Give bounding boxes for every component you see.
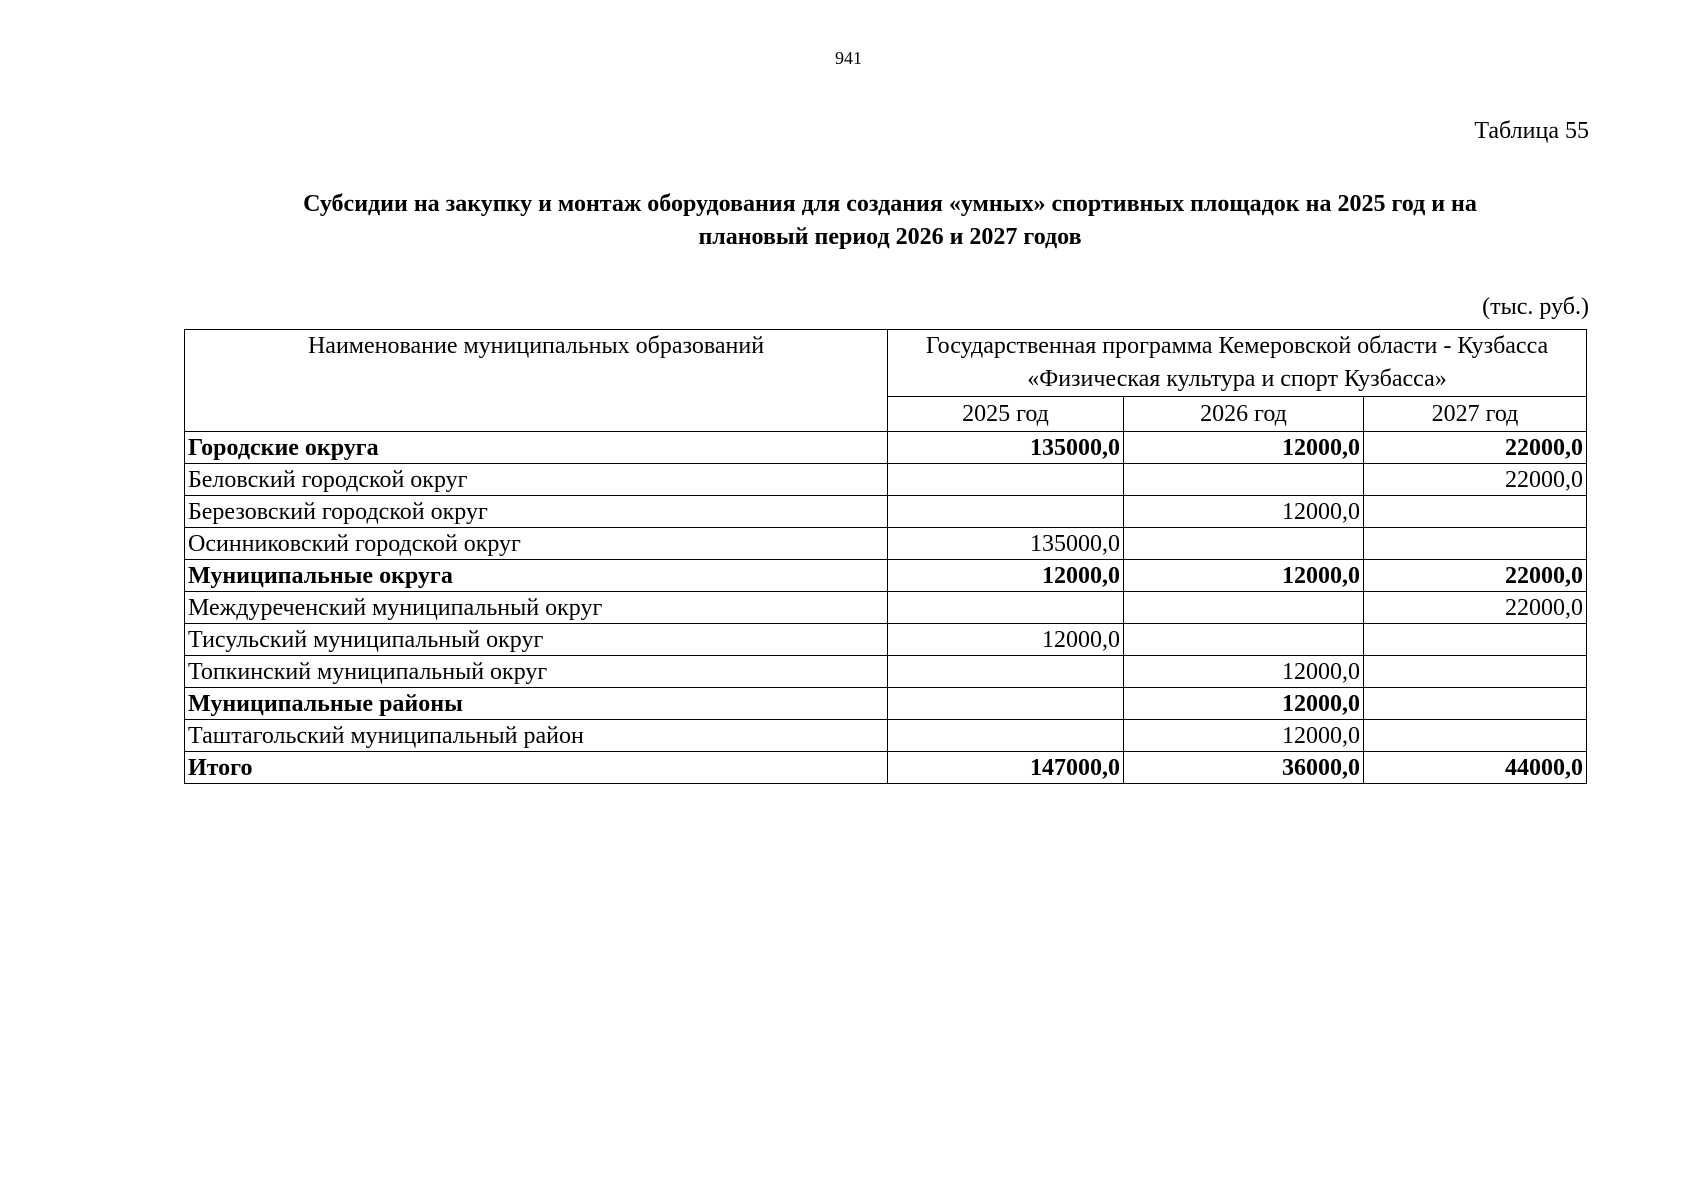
table-row xyxy=(185,432,1587,464)
row-name-cell: Березовский городской округ xyxy=(185,496,888,528)
table-row xyxy=(185,720,1587,752)
row-value-2025-cell: 12000,0 xyxy=(888,560,1124,592)
header-state-program-line-1: Государственная программа Кемеровской области - Кузбасса xyxy=(925,333,1549,359)
header-state-program-line-2: «Физическая культура и спорт Кузбасса» xyxy=(1027,366,1447,392)
units-label: (тыс. руб.) xyxy=(1482,294,1589,320)
document-title-line-1: Субсидии на закупку и монтаж оборудования для создания «умных» спортивных площадок на 2025 год и на xyxy=(303,191,1477,217)
row-value-2025-cell xyxy=(888,464,1124,496)
row-name-cell: Топкинский муниципальный округ xyxy=(185,656,888,688)
row-value-2026-cell: 36000,0 xyxy=(1124,752,1364,784)
table-row xyxy=(185,624,1587,656)
table-row xyxy=(185,656,1587,688)
row-name-cell: Итого xyxy=(185,752,888,784)
row-value-2026-cell xyxy=(1124,464,1364,496)
row-value-2026-cell xyxy=(1124,528,1364,560)
header-state-program xyxy=(888,330,1587,397)
document-title-line-2: плановый период 2026 и 2027 годов xyxy=(698,224,1082,250)
row-value-2026-cell: 12000,0 xyxy=(1124,688,1364,720)
header-year-2027: 2027 год xyxy=(1364,397,1587,432)
row-value-2025-cell xyxy=(888,688,1124,720)
row-value-2026-cell: 12000,0 xyxy=(1124,656,1364,688)
table-row xyxy=(185,752,1587,784)
table-row xyxy=(185,464,1587,496)
row-name-cell: Междуреченский муниципальный округ xyxy=(185,592,888,624)
row-value-2026-cell: 12000,0 xyxy=(1124,720,1364,752)
row-value-2027-cell xyxy=(1364,528,1587,560)
row-value-2025-cell xyxy=(888,656,1124,688)
row-value-2027-cell: 22000,0 xyxy=(1364,560,1587,592)
row-name-cell: Городские округа xyxy=(185,432,888,464)
row-name-cell: Муниципальные районы xyxy=(185,688,888,720)
row-value-2025-cell: 12000,0 xyxy=(888,624,1124,656)
table-header-row xyxy=(185,330,1587,397)
document-title xyxy=(200,188,1580,254)
page-number: 941 xyxy=(835,48,862,68)
table-label: Таблица 55 xyxy=(1474,118,1589,144)
row-value-2027-cell xyxy=(1364,720,1587,752)
row-value-2026-cell: 12000,0 xyxy=(1124,496,1364,528)
row-value-2025-cell xyxy=(888,592,1124,624)
row-value-2026-cell xyxy=(1124,624,1364,656)
row-name-cell: Беловский городской округ xyxy=(185,464,888,496)
row-value-2025-cell: 147000,0 xyxy=(888,752,1124,784)
row-value-2026-cell: 12000,0 xyxy=(1124,560,1364,592)
row-value-2027-cell xyxy=(1364,496,1587,528)
table-row xyxy=(185,496,1587,528)
row-name-cell: Муниципальные округа xyxy=(185,560,888,592)
row-value-2025-cell: 135000,0 xyxy=(888,528,1124,560)
header-year-2026: 2026 год xyxy=(1124,397,1364,432)
row-value-2026-cell: 12000,0 xyxy=(1124,432,1364,464)
row-value-2026-cell xyxy=(1124,592,1364,624)
header-year-2025: 2025 год xyxy=(888,397,1124,432)
row-value-2025-cell: 135000,0 xyxy=(888,432,1124,464)
row-value-2027-cell: 22000,0 xyxy=(1364,592,1587,624)
row-value-2027-cell: 22000,0 xyxy=(1364,432,1587,464)
header-municipality-name: Наименование муниципальных образований xyxy=(185,330,888,432)
row-value-2027-cell: 44000,0 xyxy=(1364,752,1587,784)
row-value-2027-cell xyxy=(1364,624,1587,656)
row-value-2027-cell: 22000,0 xyxy=(1364,464,1587,496)
row-value-2027-cell xyxy=(1364,656,1587,688)
table-row xyxy=(185,688,1587,720)
table-body xyxy=(185,432,1587,784)
table-row xyxy=(185,592,1587,624)
table-row xyxy=(185,528,1587,560)
row-name-cell: Осинниковский городской округ xyxy=(185,528,888,560)
row-value-2025-cell xyxy=(888,496,1124,528)
table-row xyxy=(185,560,1587,592)
row-name-cell: Таштагольский муниципальный район xyxy=(185,720,888,752)
subsidy-table xyxy=(184,329,1587,784)
row-value-2025-cell xyxy=(888,720,1124,752)
row-name-cell: Тисульский муниципальный округ xyxy=(185,624,888,656)
row-value-2027-cell xyxy=(1364,688,1587,720)
